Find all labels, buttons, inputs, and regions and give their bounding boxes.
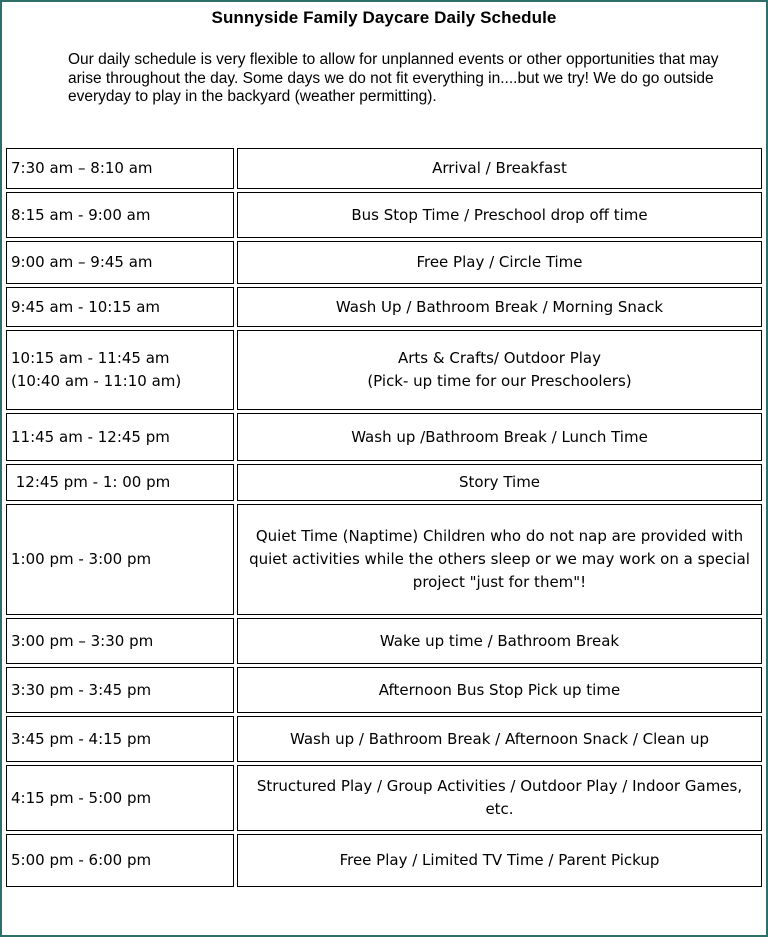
- table-row: [6, 330, 762, 410]
- table-row: [6, 504, 762, 615]
- intro-paragraph: Our daily schedule is very flexible to allow for unplanned events or other opportunities that may arise throughout the day. Some days we do not fit everything in....but we try! We do go outside everyday to play in the backyard (weather permitting).: [68, 51, 719, 105]
- table-row: [6, 716, 762, 762]
- time-cell: [6, 330, 234, 410]
- activity-text-secondary: (Pick- up time for our Preschoolers): [367, 372, 632, 390]
- table-row: [6, 618, 762, 664]
- activity-cell: Arrival / Breakfast: [237, 148, 762, 189]
- activity-cell: Wash up / Bathroom Break / Afternoon Snack / Clean up: [237, 716, 762, 762]
- time-cell: 4:15 pm - 5:00 pm: [6, 765, 234, 831]
- activity-cell: Wash up /Bathroom Break / Lunch Time: [237, 413, 762, 461]
- time-cell: 9:45 am - 10:15 am: [6, 287, 234, 327]
- activity-cell: Quiet Time (Naptime) Children who do not nap are provided with quiet activities while the others sleep or we may work on a special project "just for them"!: [237, 504, 762, 615]
- table-row: [6, 834, 762, 887]
- table-row: [6, 287, 762, 327]
- activity-cell: Wash Up / Bathroom Break / Morning Snack: [237, 287, 762, 327]
- time-cell: 11:45 am - 12:45 pm: [6, 413, 234, 461]
- schedule-table-container: [3, 145, 765, 890]
- time-cell: 3:30 pm - 3:45 pm: [6, 667, 234, 713]
- activity-cell: Free Play / Circle Time: [237, 241, 762, 284]
- activity-cell: Story Time: [237, 464, 762, 501]
- time-cell: 9:00 am – 9:45 am: [6, 241, 234, 284]
- time-cell: 12:45 pm - 1: 00 pm: [6, 464, 234, 501]
- time-cell: 5:00 pm - 6:00 pm: [6, 834, 234, 887]
- table-row: [6, 413, 762, 461]
- table-row: [6, 192, 762, 238]
- activity-cell: Afternoon Bus Stop Pick up time: [237, 667, 762, 713]
- activity-cell: [237, 330, 762, 410]
- table-row: [6, 148, 762, 189]
- activity-cell: Wake up time / Bathroom Break: [237, 618, 762, 664]
- page-title: Sunnyside Family Daycare Daily Schedule: [211, 8, 557, 27]
- activity-cell: Free Play / Limited TV Time / Parent Pickup: [237, 834, 762, 887]
- activity-text: Arts & Crafts/ Outdoor Play: [397, 349, 601, 367]
- table-row: [6, 765, 762, 831]
- activity-cell: Structured Play / Group Activities / Outdoor Play / Indoor Games, etc.: [237, 765, 762, 831]
- time-cell: 1:00 pm - 3:00 pm: [6, 504, 234, 615]
- table-row: [6, 464, 762, 501]
- time-cell: 3:00 pm – 3:30 pm: [6, 618, 234, 664]
- table-row: [6, 667, 762, 713]
- time-range: 10:15 am - 11:45 am: [11, 349, 170, 367]
- time-cell: 7:30 am – 8:10 am: [6, 148, 234, 189]
- time-range-secondary: (10:40 am - 11:10 am): [11, 372, 182, 390]
- time-cell: 8:15 am - 9:00 am: [6, 192, 234, 238]
- schedule-table: [3, 145, 765, 890]
- time-cell: 3:45 pm - 4:15 pm: [6, 716, 234, 762]
- table-row: [6, 241, 762, 284]
- activity-cell: Bus Stop Time / Preschool drop off time: [237, 192, 762, 238]
